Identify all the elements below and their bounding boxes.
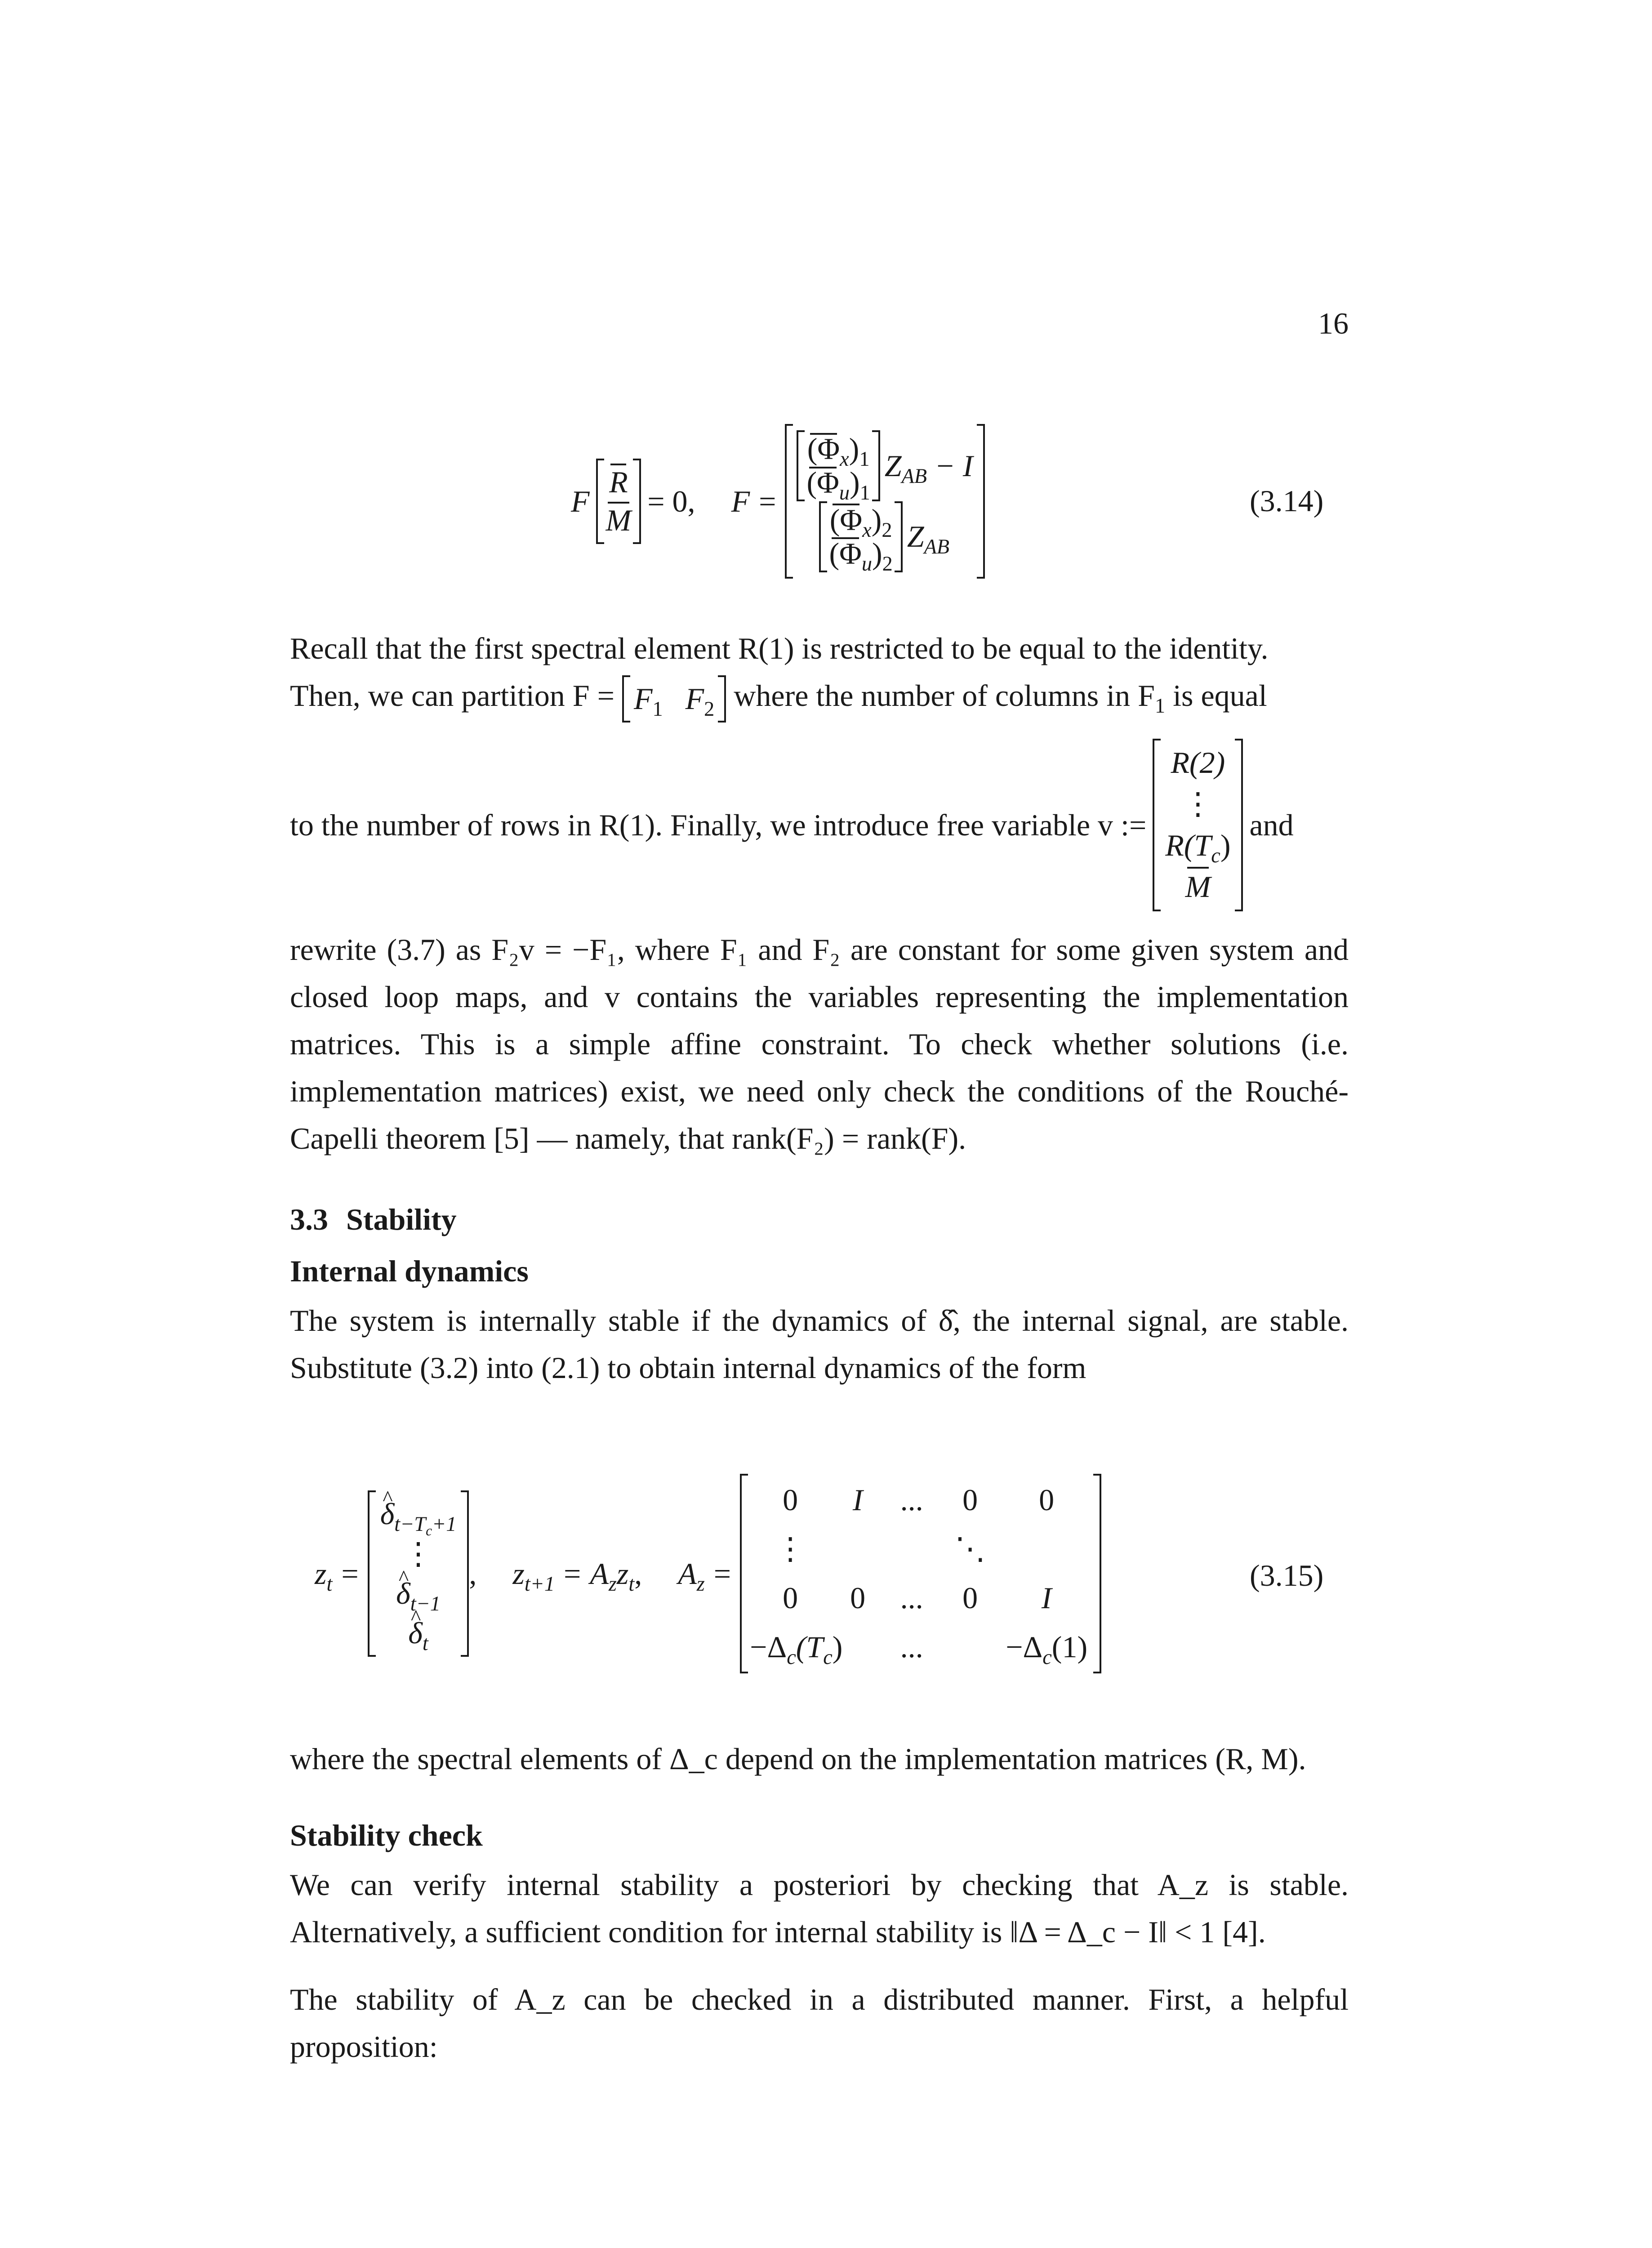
delta-t-minus-1: ^ $\delta_{t-1}$ xyxy=(396,1574,441,1613)
az-r3c5: I xyxy=(1041,1581,1052,1615)
az-r3c1: 0 xyxy=(783,1581,798,1615)
z-t-vector xyxy=(368,1490,469,1657)
page-number: 16 xyxy=(1318,306,1349,340)
az-r4c5: $-\Delta_c(1)$ xyxy=(1006,1629,1088,1669)
equation-3-14 xyxy=(571,396,985,607)
v-M-bar: M xyxy=(1185,866,1211,908)
az-r1c4: 0 xyxy=(962,1483,978,1517)
az-r3c2: 0 xyxy=(850,1581,866,1615)
eq-R-M-vector xyxy=(596,459,641,544)
paragraph-2: The system is internally stable if the dynamics of δ̂, the internal signal, are stable. Substitute (3.2) into (2.1) to obtain internal dynamics of the form xyxy=(290,1303,1349,1385)
phi-x-2: $(\Phi_x)_2$ xyxy=(829,503,892,542)
paragraph-line-2: Then, we can partition $F = F_1$ $F_2$ where the number of columns in $F_1$ is equal xyxy=(290,672,1349,723)
eq-equals-2: = xyxy=(564,1556,581,1591)
equation-3-15 xyxy=(315,1475,1101,1673)
partition-F1-F2: $F_1$ $F_2$ xyxy=(622,675,726,723)
eq-F-block-1 xyxy=(797,430,973,504)
eq-equals-3: = xyxy=(713,1556,731,1591)
az-r1c2: I xyxy=(852,1483,863,1517)
phi-u-2: $(\Phi_u)_2$ xyxy=(829,536,893,575)
eq-comma-2: , xyxy=(634,1556,642,1591)
paragraph-3: where the spectral elements of Δ_c depend on the implementation matrices (R, M). xyxy=(290,1742,1306,1776)
z-ab-minus-i: $Z_{AB} - I$ xyxy=(884,448,973,488)
eq-R-bar: R xyxy=(609,463,628,501)
eq-3-14-right xyxy=(731,424,985,578)
eq-equals-1: = xyxy=(341,1556,359,1591)
v-vdots: ⋮ xyxy=(1182,787,1213,821)
v-RTc: $R(T_c)$ xyxy=(1165,828,1231,867)
eq-z-t: $z_t$ xyxy=(315,1556,333,1596)
az-r2c4: ⋱ xyxy=(955,1532,986,1566)
paragraph-line-1: Recall that the first spectral element R(1) is restricted to be equal to the identity. xyxy=(290,631,1269,665)
az-r1c3: ... xyxy=(900,1483,923,1517)
paragraph-5: The stability of A_z can be checked in a distributed manner. First, a helpful proposition: xyxy=(290,1982,1349,2064)
eq-F-block-2 xyxy=(819,501,950,575)
az-r4c1: $-\Delta_c(T_c)$ xyxy=(750,1629,843,1669)
eq-comma-1: , xyxy=(469,1556,477,1591)
v-R2: R(2) xyxy=(1171,745,1225,780)
subsection-internal-dynamics: Internal dynamics xyxy=(290,1254,529,1288)
delta-t-Tc-plus-1: ^ $\delta_{t-T_c+1}$ xyxy=(380,1494,457,1534)
eq-F-symbol: F xyxy=(571,484,590,518)
eq-Az: $A_z$ xyxy=(678,1556,705,1596)
z-vdots: ⋮ xyxy=(403,1536,434,1571)
subsection-stability-check: Stability check xyxy=(290,1818,483,1852)
phi-x-1: $(\Phi_x)_1$ xyxy=(807,432,870,471)
equation-number-3-14: (3.14) xyxy=(1250,484,1324,518)
eq-Az-zt: $A_zz_t$ xyxy=(590,1556,635,1596)
equation-number-3-15: (3.15) xyxy=(1250,1558,1324,1592)
eq-F-symbol-2: F xyxy=(731,484,750,518)
z-ab: $Z_{AB}$ xyxy=(907,519,950,559)
Az-matrix xyxy=(740,1474,1101,1673)
eq-equals-zero: = 0, xyxy=(647,484,695,518)
eq-3-14-left xyxy=(571,459,695,544)
az-r1c5: 0 xyxy=(1039,1483,1055,1517)
az-r4-dots: ... xyxy=(900,1629,923,1664)
az-r1c1: 0 xyxy=(783,1483,798,1517)
az-r3c4: 0 xyxy=(962,1581,978,1615)
az-r3c3: ... xyxy=(900,1581,923,1615)
v-vector xyxy=(1153,739,1243,911)
eq-z-t1: $z_{t+1}$ xyxy=(512,1556,555,1596)
paragraph-line-3: to the number of rows in R(1). Finally, we introduce free variable v := R(2) ⋮ $R(T_c)$ M and xyxy=(290,722,1349,928)
az-r2c1: ⋮ xyxy=(775,1532,806,1566)
section-heading: 3.3 Stability xyxy=(290,1202,457,1236)
eq-equals: = xyxy=(759,484,776,518)
eq-M-bar: M xyxy=(606,501,632,540)
phi-u-1: $(\Phi_u)_1$ xyxy=(806,465,870,504)
paragraph-4: We can verify internal stability a posteriori by checking that A_z is stable. Alternatively, a sufficient condition for internal stability is ‖Δ = Δ_c − I‖ < 1 [4]. xyxy=(290,1868,1349,1949)
eq-F-matrix xyxy=(785,424,984,578)
delta-t: ^ $\delta_t$ xyxy=(408,1613,428,1653)
paragraph-1-rest: rewrite (3.7) as F₂v = −F₁, where F₁ and F₂ are constant for some given system and closed loop maps, and v contains the variables representing the implementation matrices. This is a simple affine constraint. To check whether solutions (i.e. implementation matrices) exist, we need only check the conditions of the Rouché-Capelli theorem [5] — namely, that rank(F₂) = rank(F). xyxy=(290,932,1349,1155)
